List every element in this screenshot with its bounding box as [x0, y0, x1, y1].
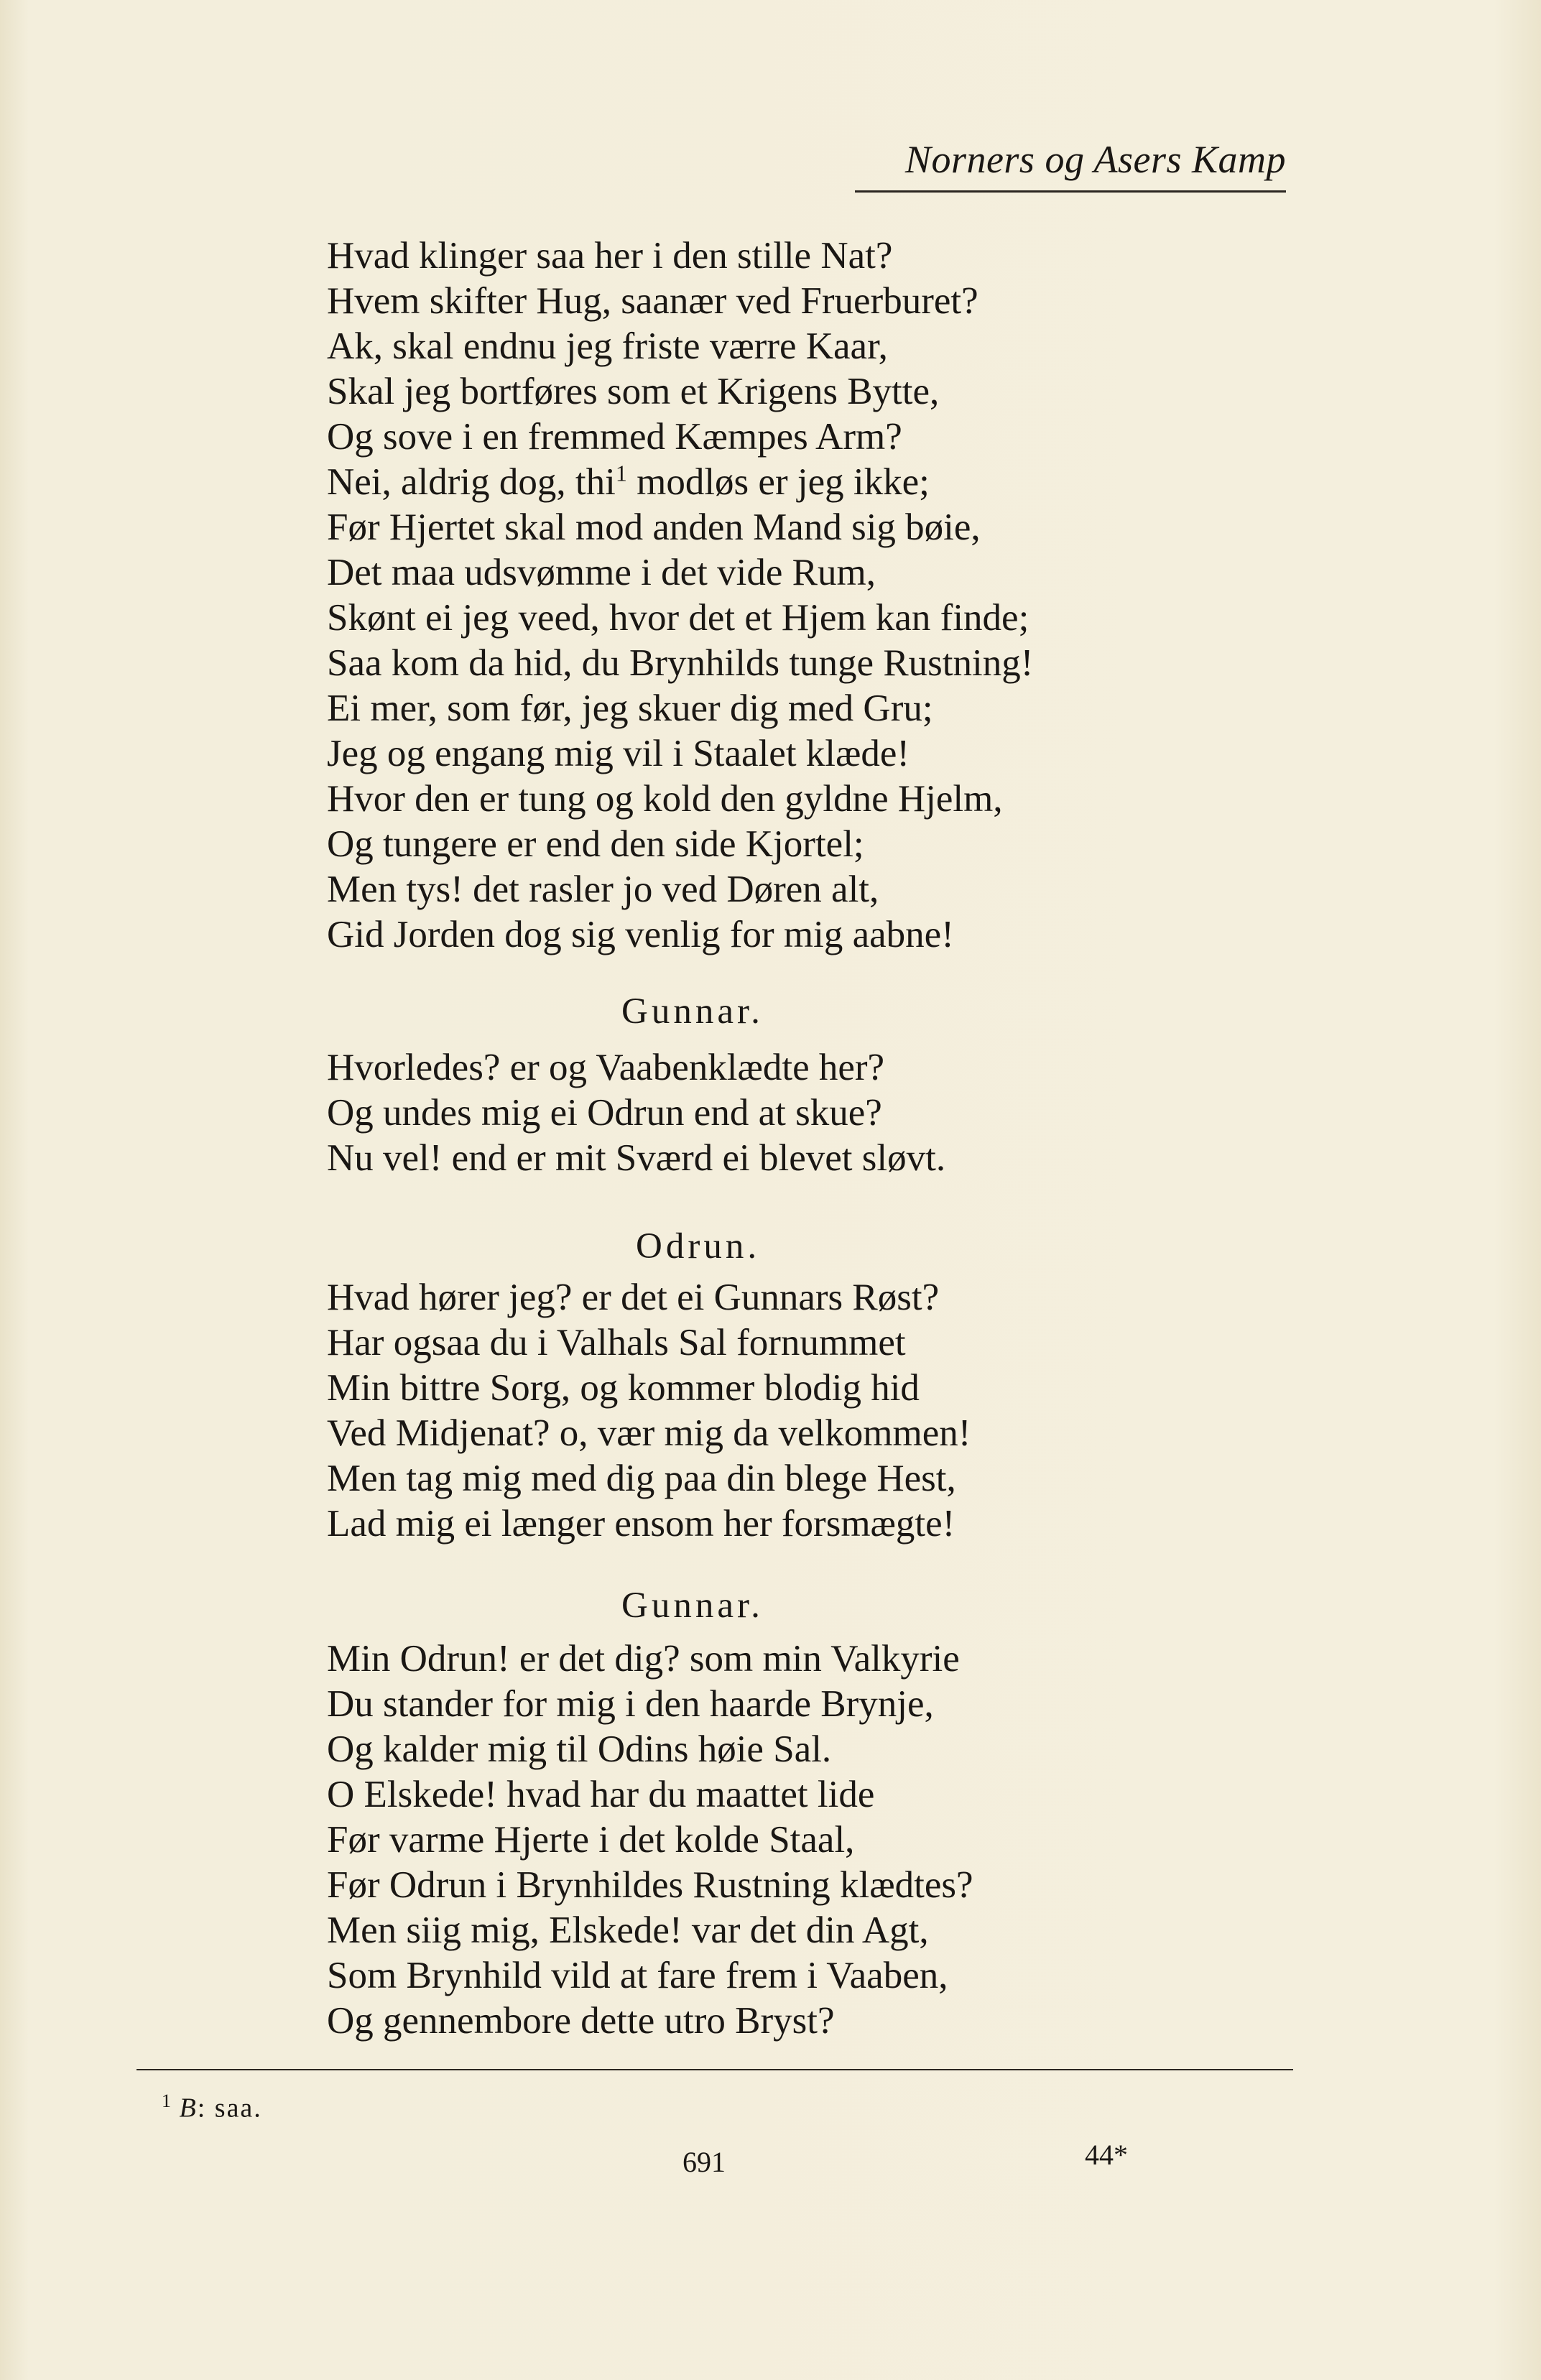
- footnote-rule: [136, 2069, 1293, 2070]
- verse-line: Og sove i en fremmed Kæmpes Arm?: [327, 416, 902, 458]
- verse-block-3: [327, 1275, 1333, 1547]
- verse-line: Men tag mig med dig paa din blege Hest,: [327, 1458, 956, 1499]
- verse-line: Og undes mig ei Odrun end at skue?: [327, 1092, 882, 1134]
- verse-line: Ak, skal endnu jeg friste værre Kaar,: [327, 325, 888, 367]
- verse-line: Har ogsaa du i Valhals Sal fornummet: [327, 1322, 906, 1363]
- verse-line: Lad mig ei længer ensom her forsmægte!: [327, 1503, 955, 1545]
- speaker-name: Gunnar.: [621, 991, 764, 1032]
- footnote: [162, 2083, 262, 2126]
- verse-line: Men tys! det rasler jo ved Døren alt,: [327, 869, 879, 910]
- verse-block-1: [327, 233, 1333, 958]
- footnote-marker: 1: [615, 460, 627, 486]
- verse-line: Min bittre Sorg, og kommer blodig hid: [327, 1367, 920, 1409]
- verse-line: Hvad klinger saa her i den stille Nat?: [327, 235, 893, 277]
- verse-line: Min Odrun! er det dig? som min Valkyrie: [327, 1638, 960, 1680]
- verse-line: Gid Jorden dog sig venlig for mig aabne!: [327, 914, 954, 955]
- verse-line: Ved Midjenat? o, vær mig da velkommen!: [327, 1412, 971, 1454]
- footnote-source-letter: B: [179, 2093, 198, 2124]
- footnote-text: : saa.: [197, 2093, 262, 2124]
- verse-block-2: [327, 1045, 1333, 1181]
- verse-line: Det maa udsvømme i det vide Rum,: [327, 552, 876, 593]
- verse-line: Og gennembore dette utro Bryst?: [327, 2000, 835, 2042]
- verse-line: Før Hjertet skal mod anden Mand sig bøie,: [327, 506, 981, 548]
- verse-line: Hvem skifter Hug, saanær ved Fruerburet?: [327, 280, 978, 322]
- verse-line: Hvad hører jeg? er det ei Gunnars Røst?: [327, 1277, 940, 1318]
- printer-signature: 44*: [1085, 2139, 1128, 2171]
- verse-line: Jeg og engang mig vil i Staalet klæde!: [327, 733, 910, 774]
- footnote-number: 1: [162, 2090, 171, 2111]
- verse-line-with-footnote: [327, 460, 1333, 505]
- verse-line: Som Brynhild vild at fare frem i Vaaben,: [327, 1955, 948, 1996]
- verse-line: Skal jeg bortføres som et Krigens Bytte,: [327, 371, 940, 412]
- verse-block-4: [327, 1636, 1333, 2044]
- verse-line: Hvor den er tung og kold den gyldne Hjelm,: [327, 778, 1003, 820]
- verse-line: Skønt ei jeg veed, hvor det et Hjem kan finde;: [327, 597, 1029, 639]
- verse-line: Nu vel! end er mit Sværd ei blevet sløvt.: [327, 1137, 946, 1179]
- header-rule: [855, 190, 1286, 193]
- verse-line: Du stander for mig i den haarde Brynje,: [327, 1683, 934, 1725]
- speaker-name: Gunnar.: [621, 1585, 764, 1626]
- speaker-name: Odrun.: [636, 1226, 761, 1267]
- verse-line: Ei mer, som før, jeg skuer dig med Gru;: [327, 687, 933, 729]
- verse-text: modløs er jeg ikke;: [626, 461, 930, 503]
- verse-line: Før Odrun i Brynhildes Rustning klædtes?: [327, 1864, 973, 1906]
- verse-text: Nei, aldrig dog, thi: [327, 461, 616, 503]
- page-number: 691: [682, 2146, 726, 2178]
- verse-line: Men siig mig, Elskede! var det din Agt,: [327, 1909, 929, 1951]
- verse-line: Og kalder mig til Odins høie Sal.: [327, 1728, 832, 1770]
- running-head: Norners og Asers Kamp: [904, 138, 1286, 181]
- verse-line: Hvorledes? er og Vaabenklædte her?: [327, 1047, 885, 1088]
- verse-line: Og tungere er end den side Kjortel;: [327, 823, 864, 865]
- verse-line: Før varme Hjerte i det kolde Staal,: [327, 1819, 855, 1861]
- verse-line: Saa kom da hid, du Brynhilds tunge Rustning!: [327, 642, 1034, 684]
- verse-line: O Elskede! hvad har du maattet lide: [327, 1774, 875, 1815]
